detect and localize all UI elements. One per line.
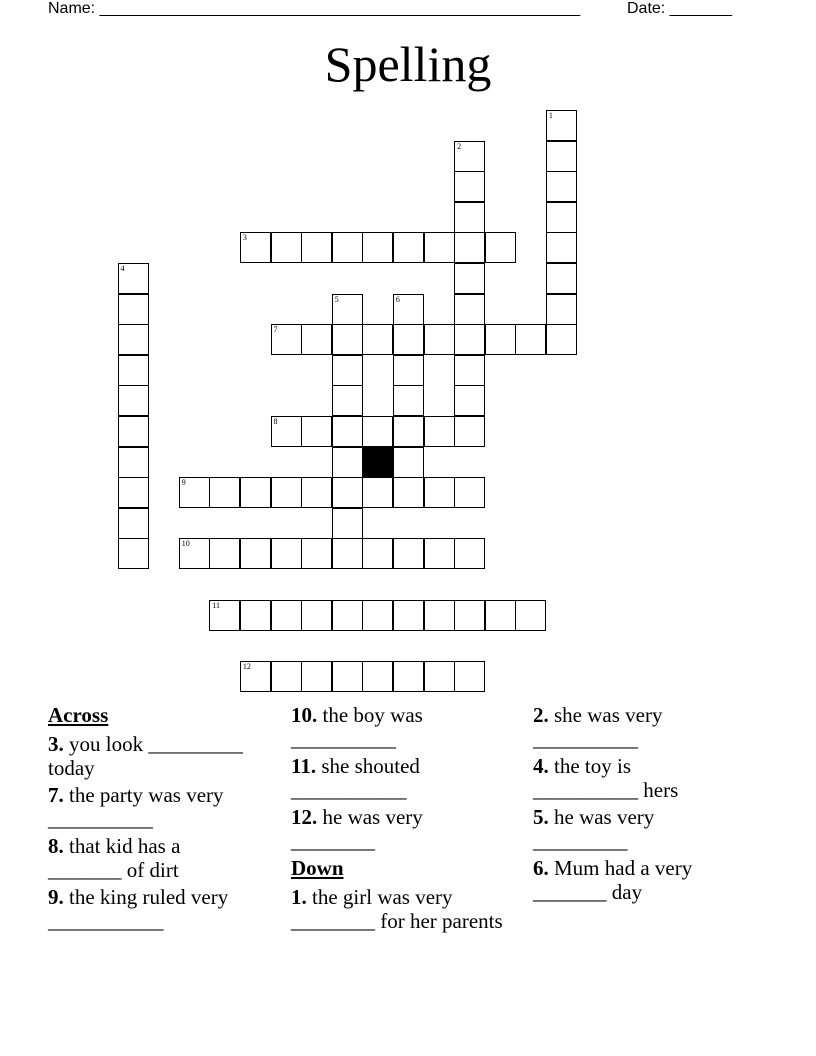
crossword-cell[interactable] — [393, 324, 424, 355]
clue-across-12: 12. he was very ________ — [291, 805, 423, 853]
date-field-label: Date: _______ — [627, 0, 732, 17]
clue-across-8: 8. that kid has a _______ of dirt — [48, 834, 181, 882]
crossword-cell[interactable] — [454, 355, 485, 386]
clue-number: 2 — [457, 141, 462, 151]
clue-down-1: 1. the girl was very ________ for her parents — [291, 885, 503, 933]
crossword-cell[interactable] — [393, 385, 424, 416]
crossword-cell[interactable] — [546, 202, 577, 233]
crossword-cell[interactable] — [271, 661, 302, 692]
crossword-cell[interactable] — [332, 232, 363, 263]
crossword-cell[interactable] — [209, 600, 240, 631]
crossword-cell[interactable] — [362, 416, 393, 447]
crossword-cell[interactable] — [393, 294, 424, 325]
crossword-cell[interactable] — [424, 324, 455, 355]
clue-number: 12 — [242, 661, 251, 671]
crossword-cell[interactable] — [454, 232, 485, 263]
crossword-cell[interactable] — [485, 232, 516, 263]
name-field-label: Name: ______________________________________________________ — [48, 0, 581, 17]
crossword-cell[interactable] — [301, 477, 332, 508]
crossword-cell[interactable] — [515, 324, 546, 355]
crossword-cell[interactable] — [118, 324, 149, 355]
crossword-cell[interactable] — [118, 538, 149, 569]
crossword-cell[interactable] — [454, 171, 485, 202]
crossword-cell[interactable] — [424, 661, 455, 692]
across-heading: Across — [48, 703, 109, 727]
crossword-cell[interactable] — [240, 661, 271, 692]
down-heading: Down — [291, 856, 344, 880]
clue-number: 6 — [395, 294, 400, 304]
crossword-cell[interactable] — [118, 355, 149, 386]
crossword-cell[interactable] — [424, 232, 455, 263]
crossword-cell[interactable] — [546, 141, 577, 172]
crossword-cell[interactable] — [271, 324, 302, 355]
crossword-cell[interactable] — [362, 661, 393, 692]
crossword-cell[interactable] — [332, 600, 363, 631]
clue-number: 1 — [548, 111, 553, 120]
crossword-cell[interactable] — [332, 355, 363, 386]
crossword-cell[interactable] — [393, 661, 424, 692]
crossword-cell[interactable] — [209, 538, 240, 569]
clue-number: 8 — [273, 417, 278, 426]
crossword-cell[interactable] — [424, 477, 455, 508]
crossword-cell[interactable] — [546, 263, 577, 294]
clues-column-3 — [533, 703, 733, 907]
crossword-cell[interactable] — [301, 661, 332, 692]
crossword-cell[interactable] — [179, 538, 210, 569]
crossword-cell[interactable] — [240, 538, 271, 569]
crossword-cell[interactable] — [454, 600, 485, 631]
crossword-cell[interactable] — [301, 232, 332, 263]
clue-number: 9 — [181, 478, 186, 488]
crossword-cell[interactable] — [118, 447, 149, 478]
crossword-cell[interactable] — [271, 600, 302, 631]
crossword-cell[interactable] — [454, 141, 485, 172]
crossword-cell[interactable] — [240, 477, 271, 508]
crossword-cell[interactable] — [515, 600, 546, 631]
crossword-cell[interactable] — [454, 385, 485, 416]
clue-down-4: 4. the toy is __________ hers — [533, 754, 679, 802]
crossword-cell[interactable] — [118, 385, 149, 416]
crossword-cell[interactable] — [546, 171, 577, 202]
crossword-cell[interactable] — [332, 416, 363, 447]
crossword-cell[interactable] — [118, 416, 149, 447]
crossword-cell[interactable] — [485, 324, 516, 355]
crossword-cell[interactable] — [362, 324, 393, 355]
crossword-cell[interactable] — [301, 538, 332, 569]
crossword-cell[interactable] — [362, 232, 393, 263]
crossword-cell[interactable] — [362, 477, 393, 508]
clue-number: 3 — [242, 233, 247, 243]
crossword-cell[interactable] — [271, 416, 302, 447]
crossword-cell[interactable] — [332, 447, 363, 478]
clue-across-10: 10. the boy was __________ — [291, 703, 423, 751]
crossword-cell[interactable] — [424, 416, 455, 447]
clue-number: 4 — [120, 264, 125, 273]
crossword-cell[interactable] — [332, 538, 363, 569]
crossword-cell[interactable] — [546, 232, 577, 263]
crossword-cell[interactable] — [454, 661, 485, 692]
crossword-cell[interactable] — [240, 232, 271, 263]
crossword-cell[interactable] — [454, 294, 485, 325]
crossword-cell[interactable] — [393, 538, 424, 569]
crossword-cell[interactable] — [271, 538, 302, 569]
clue-number: 7 — [273, 325, 278, 335]
crossword-cell[interactable] — [393, 355, 424, 386]
crossword-cell[interactable] — [118, 294, 149, 325]
page-title: Spelling — [324, 36, 492, 92]
clue-number: 10 — [181, 539, 190, 549]
clue-number: 11 — [212, 600, 220, 610]
crossword-cell[interactable] — [393, 600, 424, 631]
crossword-cell[interactable] — [362, 538, 393, 569]
crossword-cell[interactable] — [393, 232, 424, 263]
crossword-cell[interactable] — [332, 661, 363, 692]
clue-across-3: 3. you look _________ today — [48, 732, 243, 780]
crossword-cell[interactable] — [209, 477, 240, 508]
crossword-cell[interactable] — [393, 416, 424, 447]
crossword-cell[interactable] — [118, 477, 149, 508]
crossword-cell[interactable] — [424, 600, 455, 631]
crossword-cell[interactable] — [546, 294, 577, 325]
crossword-cell[interactable] — [332, 324, 363, 355]
crossword-cell[interactable] — [454, 416, 485, 447]
crossword-cell[interactable] — [301, 416, 332, 447]
crossword-cell[interactable] — [301, 600, 332, 631]
clue-down-6: 6. Mum had a very _______ day — [533, 856, 693, 904]
crossword-cell[interactable] — [454, 477, 485, 508]
clues-column-2 — [291, 703, 506, 936]
clue-down-2: 2. she was very __________ — [533, 703, 663, 751]
crossword-cell[interactable] — [362, 600, 393, 631]
crossword-cell[interactable] — [332, 385, 363, 416]
crossword-cell[interactable] — [393, 477, 424, 508]
crossword-cell[interactable] — [118, 263, 149, 294]
crossword-cell[interactable] — [179, 477, 210, 508]
crossword-cell[interactable] — [332, 294, 363, 325]
crossword-cell[interactable] — [332, 477, 363, 508]
crossword-cell[interactable] — [240, 600, 271, 631]
clue-across-7: 7. the party was very __________ — [48, 783, 224, 831]
clue-across-9: 9. the king ruled very ___________ — [48, 885, 229, 933]
clues-column-1 — [48, 703, 248, 936]
clue-down-5: 5. he was very _________ — [533, 805, 655, 853]
crossword-cell[interactable] — [454, 538, 485, 569]
crossword-cell[interactable] — [393, 447, 424, 478]
crossword-cell[interactable] — [271, 477, 302, 508]
crossword-cell[interactable] — [454, 263, 485, 294]
clue-number: 5 — [334, 294, 339, 304]
crossword-cell[interactable] — [546, 110, 577, 141]
crossword-cell[interactable] — [546, 324, 577, 355]
black-square — [362, 447, 393, 478]
crossword-cell[interactable] — [301, 324, 332, 355]
crossword-cell[interactable] — [485, 600, 516, 631]
crossword-cell[interactable] — [271, 232, 302, 263]
crossword-cell[interactable] — [118, 508, 149, 539]
crossword-cell[interactable] — [454, 202, 485, 233]
crossword-cell[interactable] — [424, 538, 455, 569]
crossword-cell[interactable] — [332, 508, 363, 539]
clue-across-11: 11. she shouted ___________ — [291, 754, 420, 802]
crossword-cell[interactable] — [454, 324, 485, 355]
